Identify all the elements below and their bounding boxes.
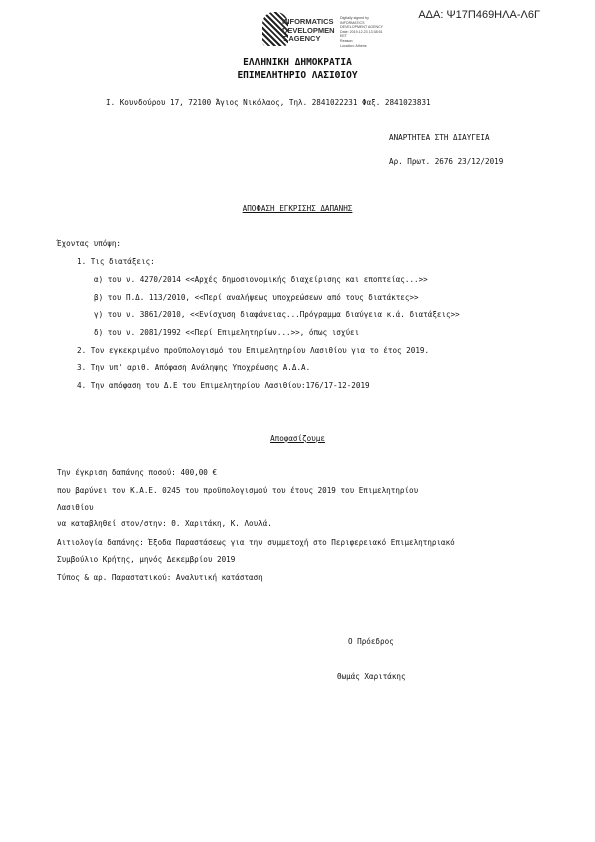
list-item: 4. Την απόφαση του Δ.Ε του Επιμελητηρίου Λασιθίου:176/17-12-2019 — [77, 381, 370, 390]
decision-heading: Αποφασίζουμε — [270, 434, 325, 443]
digital-signature-logo — [262, 12, 382, 50]
list-item: 3. Την υπ' αριθ. Απόφαση Ανάληψης Υποχρέωσης Α.Δ.Α. — [77, 363, 311, 372]
header-country: ΕΛΛΗΝΙΚΗ ΔΗΜΟΚΡΑΤΙΑ — [243, 57, 352, 68]
body-line: Συμβούλιο Κρήτης, μηνός Δεκεμβρίου 2019 — [57, 555, 236, 564]
signature-name: Θωμάς Χαριτάκης — [337, 672, 406, 681]
list-item: α) του ν. 4270/2014 <<Αρχές δημοσιονομικής διαχείρισης και εποπτείας...>> — [94, 275, 428, 284]
list-item: δ) του ν. 2081/1992 <<Περί Επιμελητηρίων...>>, όπως ισχύει — [94, 328, 360, 337]
body-line: που βαρύνει τον Κ.Α.Ε. 0245 του προϋπολογισμού του έτους 2019 του Επιμελητηρίου — [57, 486, 419, 495]
list-item: 2. Τον εγκεκριμένο προϋπολογισμό του Επιμελητηρίου Λασιθίου για το έτος 2019. — [77, 346, 430, 355]
body-line: Τύπος & αρ. Παραστατικού: Αναλυτική κατάσταση — [57, 573, 263, 582]
posting-note: ΑΝΑΡΤΗΤΕΑ ΣΤΗ ΔΙΑΥΓΕΙΑ — [389, 133, 490, 142]
list-item: γ) του ν. 3861/2010, <<Ενίσχυση διαφάνειας...Πρόγραμμα διαύγεια κ.ά. διατάξεις>> — [94, 310, 460, 319]
body-line: Την έγκριση δαπάνης ποσού: 400,00 € — [57, 468, 218, 477]
body-line: να καταβληθεί στον/στην: Θ. Χαριτάκη, Κ. Λουλά. — [57, 519, 272, 528]
considering-heading: Έχοντας υπόψη: — [57, 239, 122, 248]
document-title: ΑΠΟΦΑΣΗ ΕΓΚΡΙΣΗΣ ΔΑΠΑΝΗΣ — [242, 204, 353, 213]
logo-agency-text: INFORMATICS DEVELOPMEN T AGENCY — [282, 17, 335, 43]
header-organization: ΕΠΙΜΕΛΗΤΗΡΙΟ ΛΑΣΙΘΙΟΥ — [237, 70, 358, 81]
protocol-number: Αρ. Πρωτ. 2676 23/12/2019 — [389, 157, 504, 166]
list-item: β) του Π.Δ. 113/2010, <<Περί αναλήψεως υποχρεώσεων από τους διατάκτες>> — [94, 293, 419, 302]
logo-signature-text: Digitally signed by INFORMATICS DEVELOPMENT AGENCY Date: 2019.12.23 13:38:51 EET Reason: Location: Athens — [340, 16, 384, 48]
body-line: Αιτιολογία δαπάνης: Έξοδα Παραστάσεως για την συμμετοχή στο Περιφερειακό Επιμελητηριακό — [57, 538, 455, 547]
header-address: Ι. Κουνδούρου 17, 72100 Άγιος Νικόλαος, Τηλ. 2841022231 Φαξ. 2841023831 — [106, 98, 431, 107]
signature-role: Ο Πρόεδρος — [348, 637, 394, 646]
list-item: 1. Τις διατάξεις: — [77, 257, 155, 266]
body-line: Λασιθίου — [57, 503, 94, 512]
ada-number: ΑΔΑ: Ψ17Π469ΗΛΑ-Λ6Γ — [418, 9, 540, 21]
